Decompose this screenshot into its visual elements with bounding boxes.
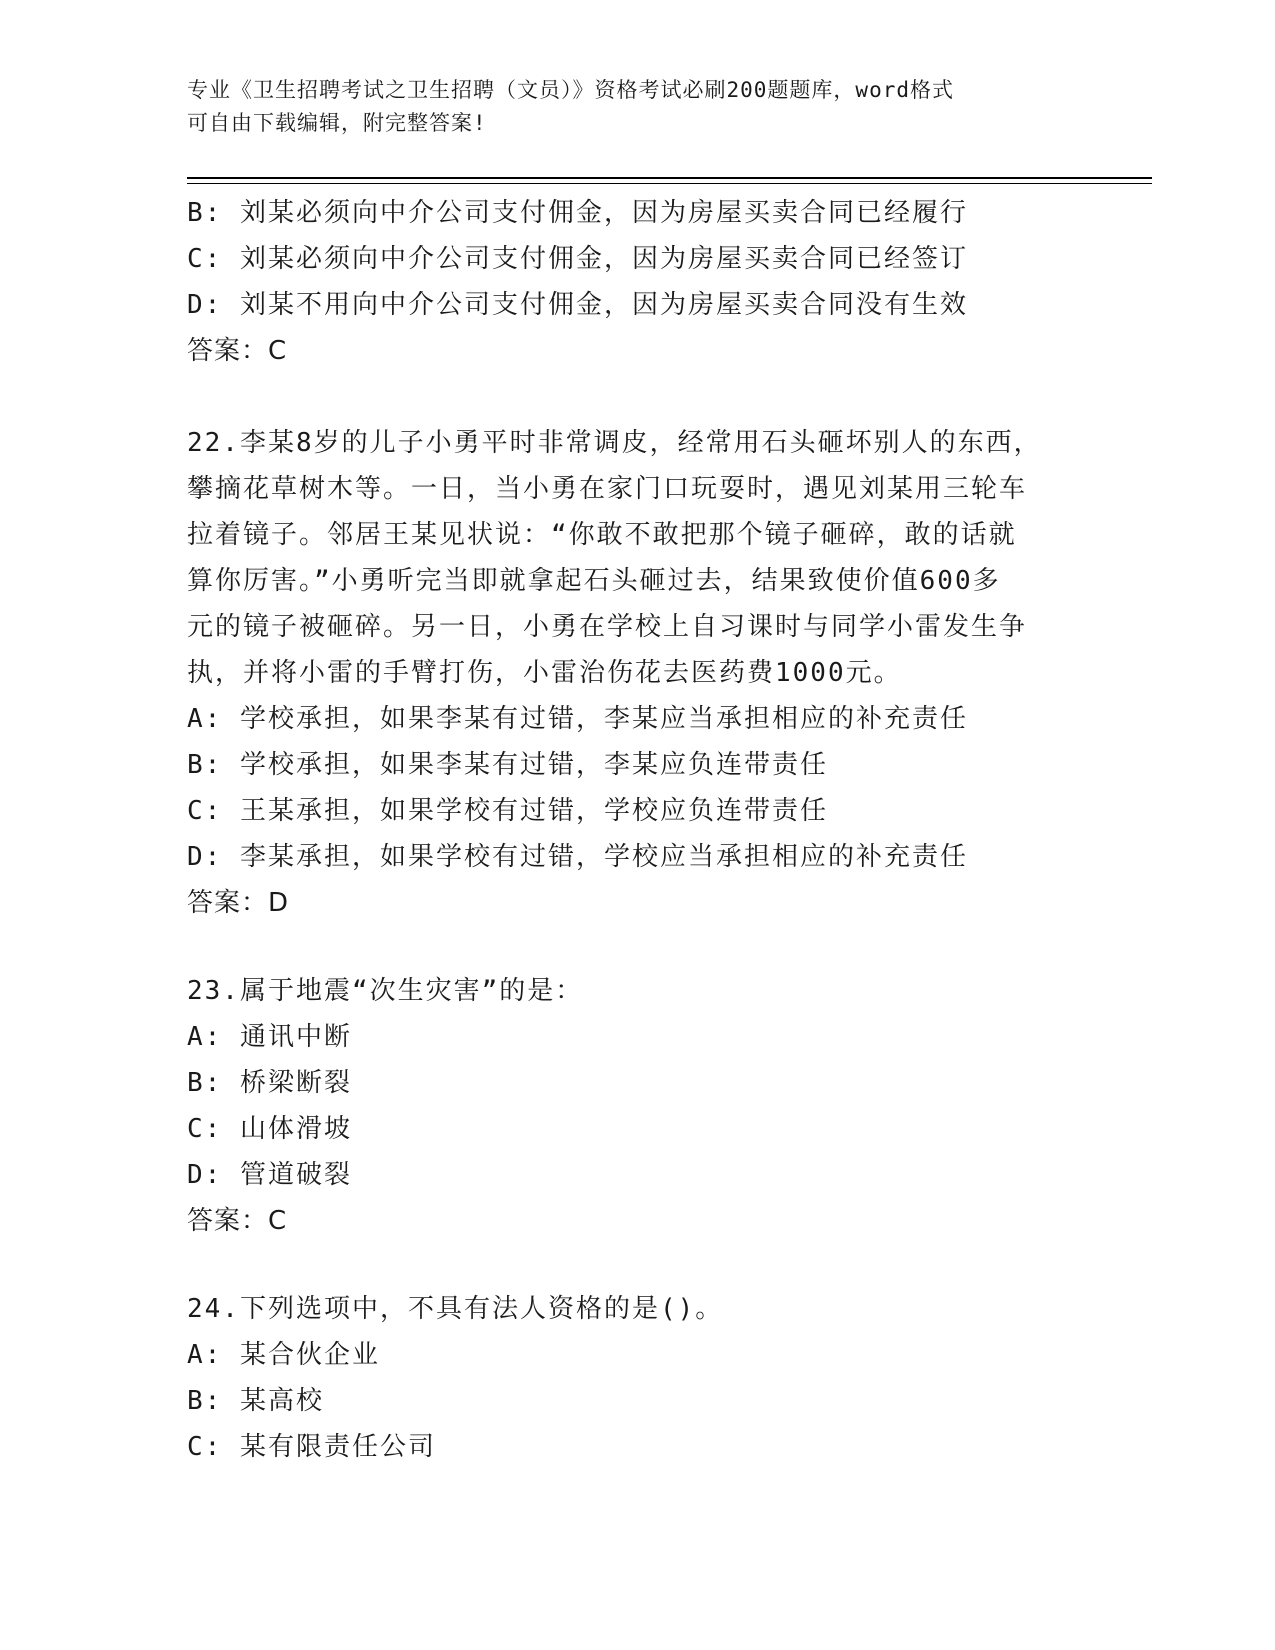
question-stem-line: 拉着镜子。邻居王某见状说：“你敢不敢把那个镜子砸碎，敢的话就 — [187, 520, 1017, 550]
option-b: B: 刘某必须向中介公司支付佣金，因为房屋买卖合同已经履行 — [187, 198, 968, 228]
document-body — [187, 190, 1067, 1470]
question-stem-line: 攀摘花草树木等。一日，当小勇在家门口玩耍时，遇见刘某用三轮车 — [187, 474, 1028, 504]
question-23 — [187, 968, 1067, 1244]
header-divider-thick — [187, 177, 1152, 179]
question-22 — [187, 420, 1067, 926]
question-stem-line: 22.李某8岁的儿子小勇平时非常调皮，经常用石头砸坏别人的东西， — [187, 428, 1042, 458]
question-24 — [187, 1286, 1067, 1470]
option-b: B: 桥梁断裂 — [187, 1068, 352, 1098]
answer-line: 答案：C — [187, 1206, 288, 1236]
question-stem: 24.下列选项中，不具有法人资格的是()。 — [187, 1294, 724, 1324]
option-a: A: 某合伙企业 — [187, 1340, 380, 1370]
question-stem-line: 执，并将小雷的手臂打伤，小雷治伤花去医药费1000元。 — [187, 658, 902, 688]
answer-line: 答案：D — [187, 888, 290, 918]
option-b: B: 学校承担，如果李某有过错，李某应负连带责任 — [187, 750, 828, 780]
header-divider-thin — [187, 183, 1152, 184]
option-c: C: 某有限责任公司 — [187, 1432, 436, 1462]
option-b: B: 某高校 — [187, 1386, 324, 1416]
option-d: D: 管道破裂 — [187, 1160, 352, 1190]
option-a: A: 学校承担，如果李某有过错，李某应当承担相应的补充责任 — [187, 704, 968, 734]
option-c: C: 山体滑坡 — [187, 1114, 352, 1144]
option-c: C: 刘某必须向中介公司支付佣金，因为房屋买卖合同已经签订 — [187, 244, 968, 274]
question-stem: 23.属于地震“次生灾害”的是： — [187, 976, 584, 1006]
page-header — [187, 74, 1087, 140]
option-c: C: 王某承担，如果学校有过错，学校应负连带责任 — [187, 796, 828, 826]
option-d: D: 刘某不用向中介公司支付佣金，因为房屋买卖合同没有生效 — [187, 290, 968, 320]
question-stem-line: 算你厉害。”小勇听完当即就拿起石头砸过去，结果致使价值600多 — [187, 566, 1001, 596]
option-a: A: 通讯中断 — [187, 1022, 352, 1052]
question-stem-line: 元的镜子被砸碎。另一日，小勇在学校上自习课时与同学小雷发生争 — [187, 612, 1028, 642]
question-21-continued — [187, 190, 1067, 374]
option-d: D: 李某承担，如果学校有过错，学校应当承担相应的补充责任 — [187, 842, 968, 872]
header-line-1: 专业《卫生招聘考试之卫生招聘（文员）》资格考试必刷200题题库，word格式 — [187, 78, 954, 102]
answer-line: 答案：C — [187, 336, 288, 366]
header-line-2: 可自由下载编辑，附完整答案! — [187, 111, 487, 135]
